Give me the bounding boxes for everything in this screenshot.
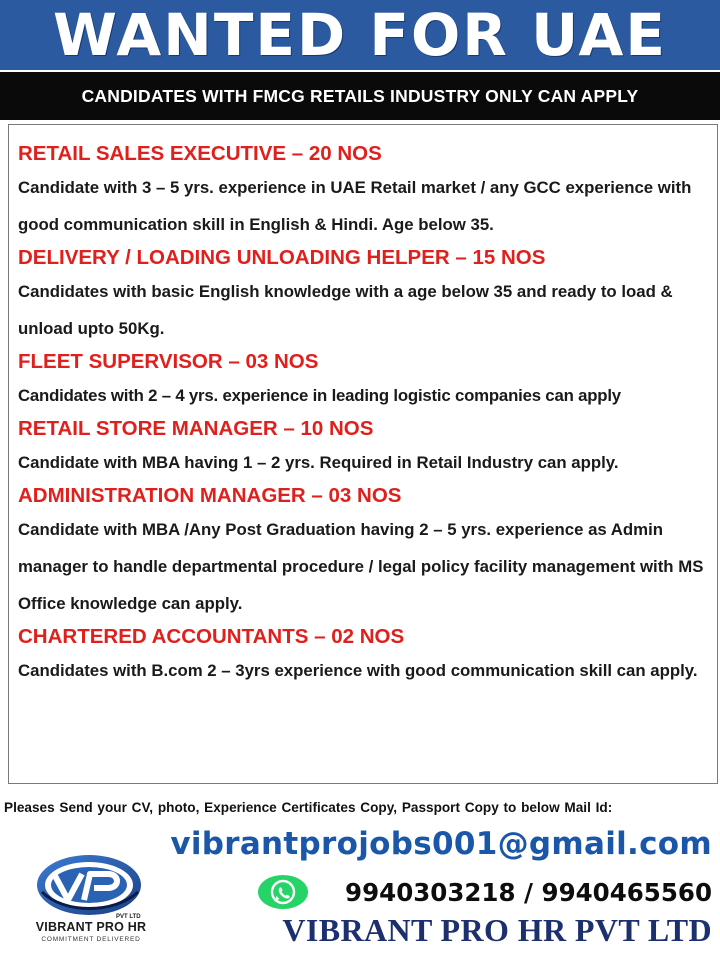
logo-suffix: PVT LTD (116, 914, 141, 920)
contact-email[interactable]: vibrantprojobs001@gmail.com (170, 826, 712, 862)
job-description: Candidates with B.com 2 – 3yrs experience with good communication skill can apply. (18, 661, 698, 680)
job-item (18, 139, 709, 243)
job-listings (8, 124, 718, 784)
job-item (18, 347, 709, 414)
job-item (18, 243, 709, 347)
phone-row (257, 872, 712, 912)
job-item (18, 622, 709, 689)
whatsapp-icon[interactable] (257, 874, 309, 910)
job-description: Candidate with MBA /Any Post Graduation having 2 – 5 yrs. experience as Admin manager to handle departmental procedure / legal policy facility management with MS Office knowledge can apply. (18, 520, 704, 613)
application-instruction: Pleases Send your CV, photo, Experience Certificates Copy, Passport Copy to below Mail Id: (4, 800, 613, 815)
contact-phones[interactable]: 9940303218 / 9940465560 (345, 877, 712, 907)
job-description: Candidates with 2 – 4 yrs. experience in leading logistic companies can apply (18, 386, 621, 405)
logo-tagline: COMMITMENT DELIVERED (41, 936, 141, 943)
company-name: VIBRANT PRO HR PVT LTD (282, 912, 712, 948)
job-title: DELIVERY / LOADING UNLOADING HELPER – 15 NOS (18, 246, 546, 269)
page-title: WANTED FOR UAE (0, 0, 720, 70)
job-description: Candidates with basic English knowledge with a age below 35 and ready to load & unload upto 50Kg. (18, 282, 673, 338)
job-title: RETAIL SALES EXECUTIVE – 20 NOS (18, 142, 382, 165)
job-item (18, 481, 709, 622)
page-subtitle: CANDIDATES WITH FMCG RETAILS INDUSTRY ONLY CAN APPLY (0, 72, 720, 120)
job-description: Candidate with MBA having 1 – 2 yrs. Required in Retail Industry can apply. (18, 453, 619, 472)
logo-name: VIBRANT PRO HR (35, 920, 147, 934)
job-item (18, 414, 709, 481)
job-title: ADMINISTRATION MANAGER – 03 NOS (18, 484, 402, 507)
job-description: Candidate with 3 – 5 yrs. experience in UAE Retail market / any GCC experience with good communication skill in English & Hindi. Age below 35. (18, 178, 692, 234)
vp-logo-icon (34, 852, 144, 918)
job-title: CHARTERED ACCOUNTANTS – 02 NOS (18, 625, 405, 648)
job-title: FLEET SUPERVISOR – 03 NOS (18, 350, 319, 373)
company-logo (26, 852, 156, 952)
job-title: RETAIL STORE MANAGER – 10 NOS (18, 417, 374, 440)
